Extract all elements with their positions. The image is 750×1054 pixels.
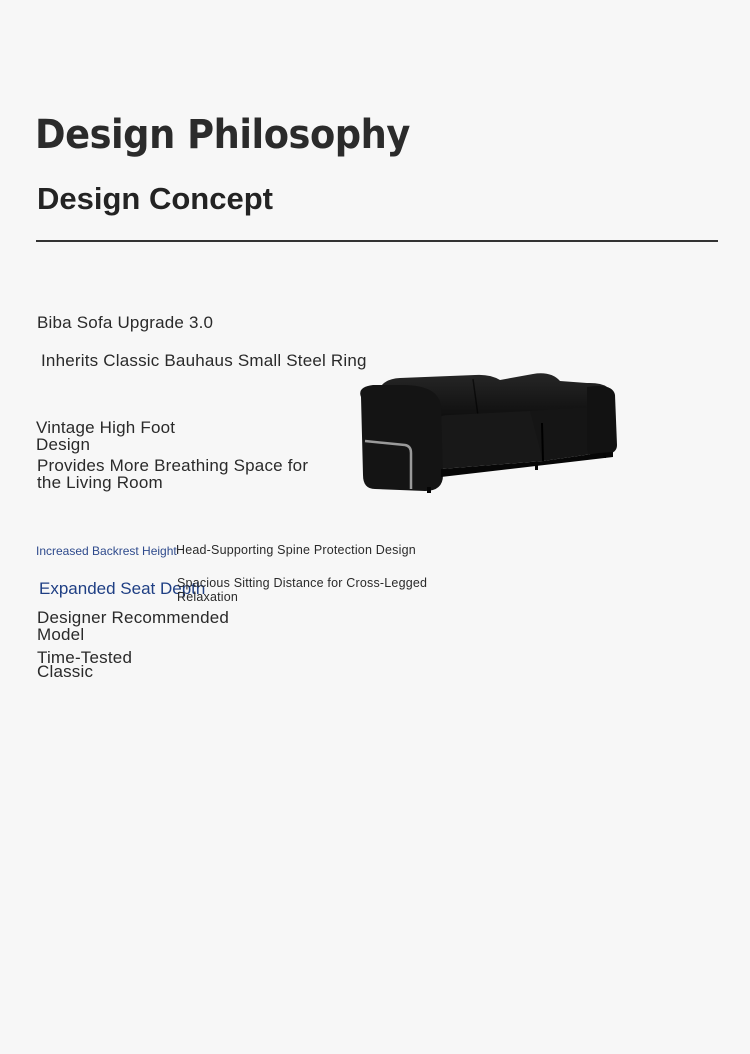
feature-cross-legged: Spacious Sitting Distance for Cross-Legged Relaxation bbox=[177, 576, 428, 604]
feature-high-foot: Vintage High Foot Design bbox=[36, 418, 176, 454]
feature-classic: Time-Tested Classic bbox=[37, 648, 133, 681]
section-title: Design Concept bbox=[37, 181, 273, 216]
feature-upgrade: Biba Sofa Upgrade 3.0 bbox=[37, 313, 214, 332]
divider bbox=[36, 240, 718, 242]
feature-spine: Head-Supporting Spine Protection Design bbox=[176, 543, 416, 557]
feature-recommended: Designer Recommended Model bbox=[37, 608, 230, 644]
feature-seat-depth: Expanded Seat Depth bbox=[39, 579, 206, 598]
feature-breathing: Provides More Breathing Space for the Living Room bbox=[37, 456, 309, 492]
page-title: Design Philosophy bbox=[35, 112, 410, 158]
black-sofa-image bbox=[355, 365, 623, 500]
feature-backrest: Increased Backrest Height bbox=[36, 544, 177, 558]
feature-bauhaus: Inherits Classic Bauhaus Small Steel Ring bbox=[41, 351, 367, 370]
